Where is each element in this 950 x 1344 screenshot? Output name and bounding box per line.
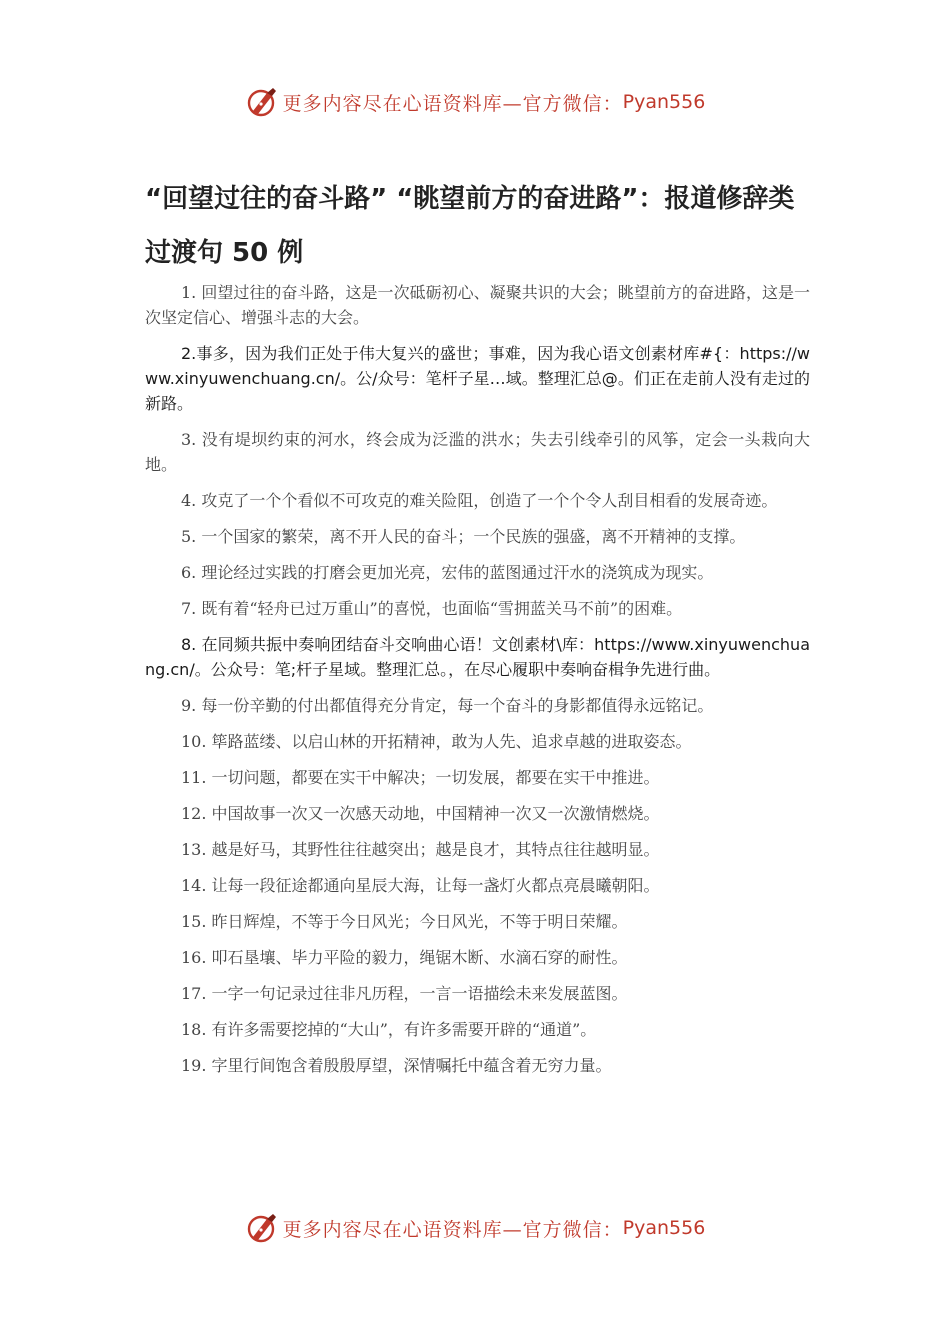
list-item: 16. 叩石垦壤、毕力平险的毅力，绳锯木断、水滴石穿的耐性。: [181, 948, 628, 967]
list-item: 17. 一字一句记录过往非凡历程，一言一语描绘未来发展蓝图。: [181, 984, 628, 1003]
footer-text: 更多内容尽在心语资料库—官方微信：: [282, 1218, 623, 1241]
list-item: 15. 昨日辉煌，不等于今日风光；今日风光，不等于明日荣耀。: [181, 912, 628, 931]
list-item: 12. 中国故事一次又一次感天动地，中国精神一次又一次激情燃烧。: [181, 804, 660, 823]
list-item: 3. 没有堤坝约束的河水，终会成为泛滥的洪水；失去引线牵引的风筝，定会一头栽向大地。: [145, 430, 810, 474]
list-item: 4. 攻克了一个个看似不可攻克的难关险阻，创造了一个个令人刮目相看的发展奇迹。: [181, 491, 778, 510]
header-text: 更多内容尽在心语资料库—官方微信：: [282, 92, 623, 115]
list-item: 2.事多，因为我们正处于伟大复兴的盛世；事难，因为我心语文创素材库#{：https://www.xinyuwenchuang.cn/。公/众号：笔杆子星…域。整理汇总@。们正在走前人没有走过的新路。: [145, 344, 810, 413]
list-item: 8. 在同频共振中奏响团结奋斗交响曲心语！文创素材\库：https://www.xinyuwenchuang.cn/。公众号：笔;杆子星域。整理汇总。，在尽心履职中奏响奋楫争先进行曲。: [145, 635, 810, 679]
header-account: Pyan556: [622, 91, 706, 113]
pen-nib-circle-icon: [245, 85, 279, 119]
list-item: 7. 既有着“轻舟已过万重山”的喜悦，也面临“雪拥蓝关马不前”的困难。: [181, 599, 683, 618]
footer-account: Pyan556: [622, 1217, 706, 1239]
list-item: 11. 一切问题，都要在实干中解决；一切发展，都要在实干中推进。: [181, 768, 660, 787]
page-title: “回望过往的奋斗路” “眺望前方的奋进路”：报道修辞类过渡句 50 例: [145, 184, 795, 268]
article-body: [145, 280, 810, 1089]
list-item: 14. 让每一段征途都通向星辰大海，让每一盏灯火都点亮晨曦朝阳。: [181, 876, 660, 895]
list-item: 5. 一个国家的繁荣，离不开人民的奋斗；一个民族的强盛，离不开精神的支撑。: [181, 527, 746, 546]
list-item: 6. 理论经过实践的打磨会更加光亮，宏伟的蓝图通过汗水的浇筑成为现实。: [181, 563, 714, 582]
pen-nib-circle-icon: [245, 1211, 279, 1245]
header-banner: [0, 82, 950, 122]
list-item: 19. 字里行间饱含着殷殷厚望，深情嘱托中蕴含着无穷力量。: [181, 1056, 612, 1075]
list-item: 1. 回望过往的奋斗路，这是一次砥砺初心、凝聚共识的大会；眺望前方的奋进路，这是一次坚定信心、增强斗志的大会。: [145, 283, 810, 327]
list-item: 9. 每一份辛勤的付出都值得充分肯定，每一个奋斗的身影都值得永远铭记。: [181, 696, 714, 715]
footer-banner: [0, 1208, 950, 1248]
list-item: 13. 越是好马，其野性往往越突出；越是良才，其特点往往越明显。: [181, 840, 660, 859]
list-item: 10. 筚路蓝缕、以启山林的开拓精神，敢为人先、追求卓越的进取姿态。: [181, 732, 692, 751]
list-item: 18. 有许多需要挖掉的“大山”，有许多需要开辟的“通道”。: [181, 1020, 597, 1039]
